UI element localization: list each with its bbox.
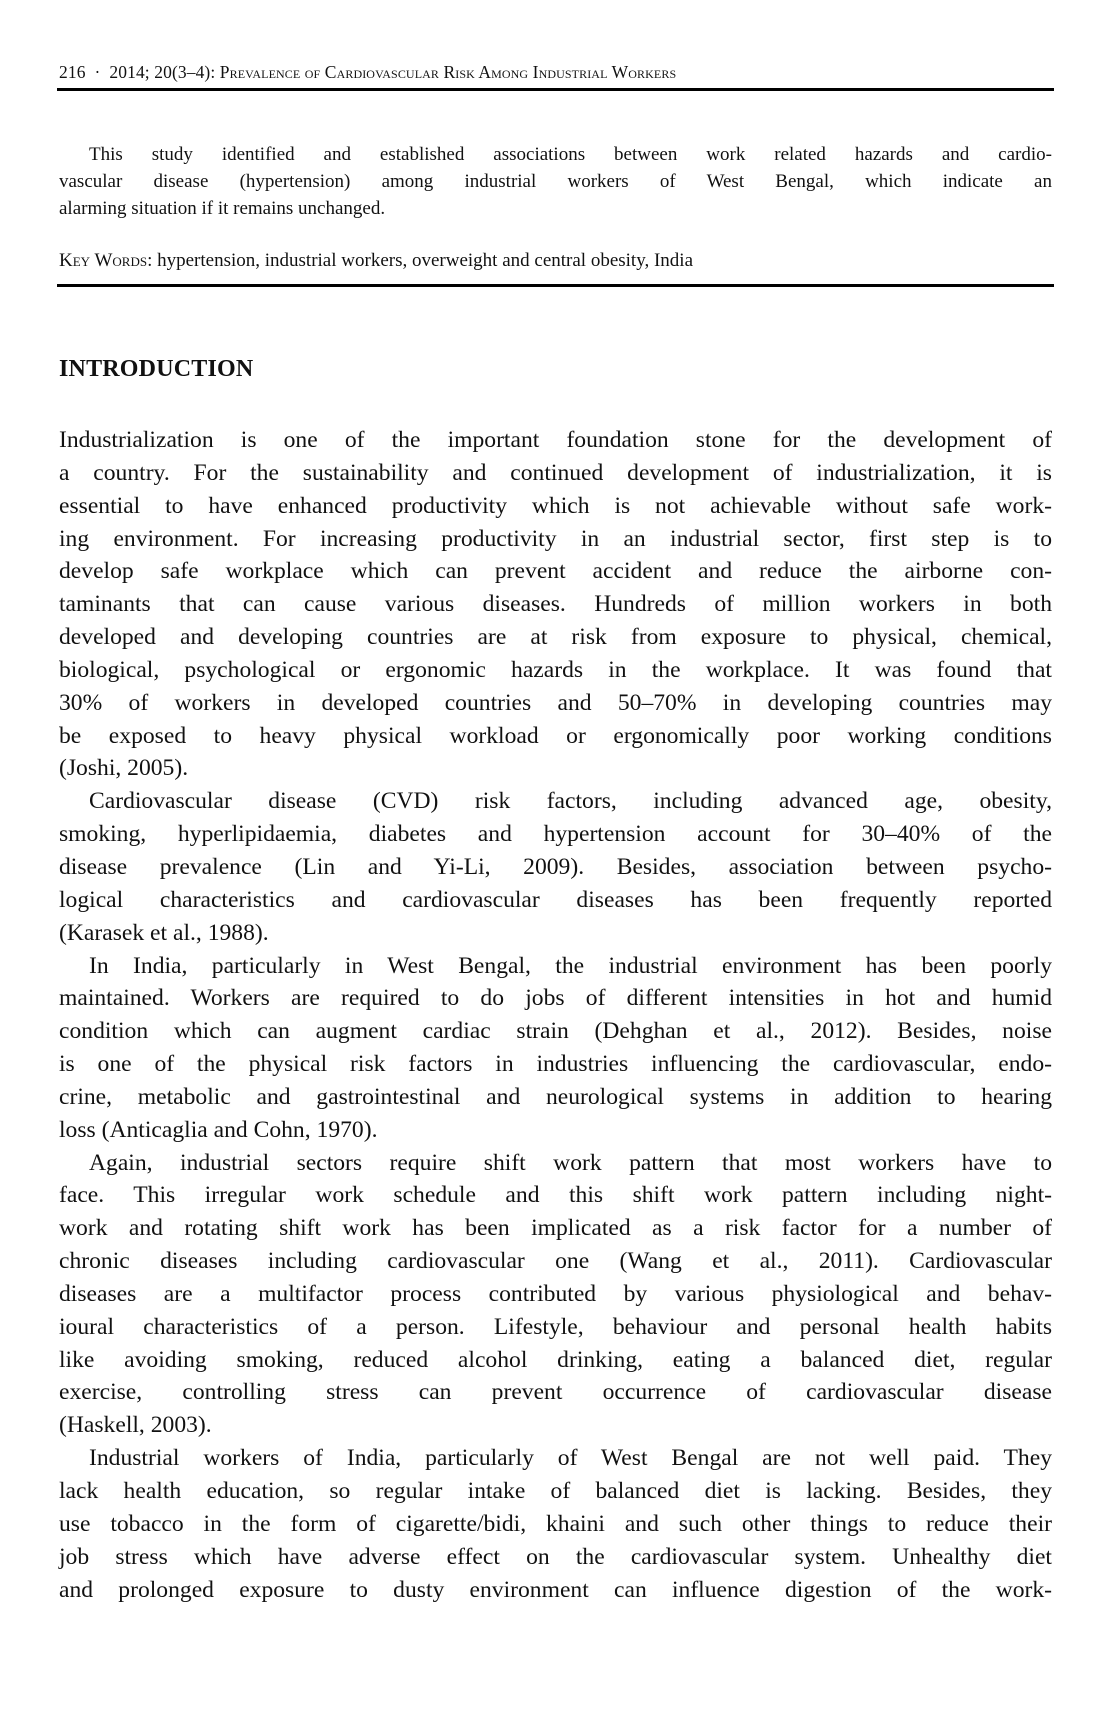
body-line: ioural characteristics of a person. Lifestyle, behaviour and personal health habits <box>59 1313 1052 1340</box>
body-line: (Karasek et al., 1988). <box>59 919 269 946</box>
body-line: (Haskell, 2003). <box>59 1412 212 1439</box>
body-line: smoking, hyperlipidaemia, diabetes and hypertension account for 30–40% of the <box>59 821 1052 848</box>
body-line: logical characteristics and cardiovascular diseases has been frequently reported <box>59 886 1052 913</box>
body-line: maintained. Workers are required to do jobs of different intensities in hot and humid <box>59 985 1052 1012</box>
body-line: diseases are a multifactor process contributed by various physiological and behav- <box>59 1280 1052 1307</box>
body-line: Cardiovascular disease (CVD) risk factors, including advanced age, obesity, <box>89 788 1052 815</box>
abstract-line: vascular disease (hypertension) among industrial workers of West Bengal, which indicate an <box>59 171 1052 192</box>
body-line: chronic diseases including cardiovascular one (Wang et al., 2011). Cardiovascular <box>59 1248 1052 1275</box>
body-line: be exposed to heavy physical workload or ergonomically poor working conditions <box>59 722 1052 749</box>
abstract-line: This study identified and established associations between work related hazards and cardio- <box>89 144 1052 165</box>
body-line: like avoiding smoking, reduced alcohol drinking, eating a balanced diet, regular <box>59 1346 1052 1373</box>
body-line: biological, psychological or ergonomic hazards in the workplace. It was found that <box>59 656 1052 683</box>
body-line: work and rotating shift work has been implicated as a risk factor for a number of <box>59 1215 1052 1242</box>
keywords-text: hypertension, industrial workers, overweight and central obesity, India <box>157 250 694 271</box>
body-line: Industrialization is one of the important foundation stone for the development of <box>59 427 1052 453</box>
body-line: disease prevalence (Lin and Yi-Li, 2009). Besides, association between psycho- <box>59 853 1052 880</box>
running-title: Prevalence of Cardiovascular Risk Among Industrial Workers <box>219 62 677 82</box>
body-line: job stress which have adverse effect on the cardiovascular system. Unhealthy diet <box>59 1543 1052 1570</box>
body-line: 30% of workers in developed countries and 50–70% in developing countries may <box>59 689 1052 716</box>
body-line: In India, particularly in West Bengal, the industrial environment has been poorly <box>89 952 1052 979</box>
head-separator: · <box>94 62 101 82</box>
header-rule <box>57 88 1054 91</box>
page-number: 216 <box>59 62 86 82</box>
abstract <box>59 141 1052 222</box>
body-line: developed and developing countries are at risk from exposure to physical, chemical, <box>59 624 1052 651</box>
abstract-rule <box>57 284 1054 287</box>
body-line: (Joshi, 2005). <box>59 755 189 782</box>
keywords-label: Key Words: <box>59 250 153 271</box>
body-line: a country. For the sustainability and continued development of industrialization, it is <box>59 459 1052 486</box>
body-line: lack health education, so regular intake of balanced diet is lacking. Besides, they <box>59 1478 1052 1504</box>
body-line: condition which can augment cardiac strain (Dehghan et al., 2012). Besides, noise <box>59 1018 1052 1045</box>
body-line: Industrial workers of India, particularly of West Bengal are not well paid. They <box>89 1445 1052 1472</box>
section-heading: INTRODUCTION <box>59 356 254 382</box>
body-line: use tobacco in the form of cigarette/bidi, khaini and such other things to reduce their <box>59 1510 1052 1537</box>
journal-citation: 2014; 20(3–4): <box>109 62 216 82</box>
abstract-line: alarming situation if it remains unchanged. <box>59 198 386 219</box>
body-text <box>59 424 1052 1606</box>
body-line: Again, industrial sectors require shift work pattern that most workers have to <box>89 1149 1052 1176</box>
body-line: is one of the physical risk factors in industries influencing the cardiovascular, endo- <box>59 1051 1052 1078</box>
body-line: and prolonged exposure to dusty environment can influence digestion of the work- <box>59 1576 1052 1603</box>
body-line: loss (Anticaglia and Cohn, 1970). <box>59 1116 378 1143</box>
body-line: face. This irregular work schedule and this shift work pattern including night- <box>59 1182 1052 1209</box>
body-line: exercise, controlling stress can prevent occurrence of cardiovascular disease <box>59 1379 1052 1406</box>
body-line: ing environment. For increasing productivity in an industrial sector, first step is to <box>59 525 1052 552</box>
body-line: essential to have enhanced productivity which is not achievable without safe work- <box>59 492 1052 519</box>
body-line: develop safe workplace which can prevent accident and reduce the airborne con- <box>59 558 1052 585</box>
body-line: taminants that can cause various diseases. Hundreds of million workers in both <box>59 591 1052 618</box>
running-head <box>59 62 1052 83</box>
body-line: crine, metabolic and gastrointestinal and neurological systems in addition to hearing <box>59 1083 1052 1110</box>
keywords <box>59 250 693 272</box>
